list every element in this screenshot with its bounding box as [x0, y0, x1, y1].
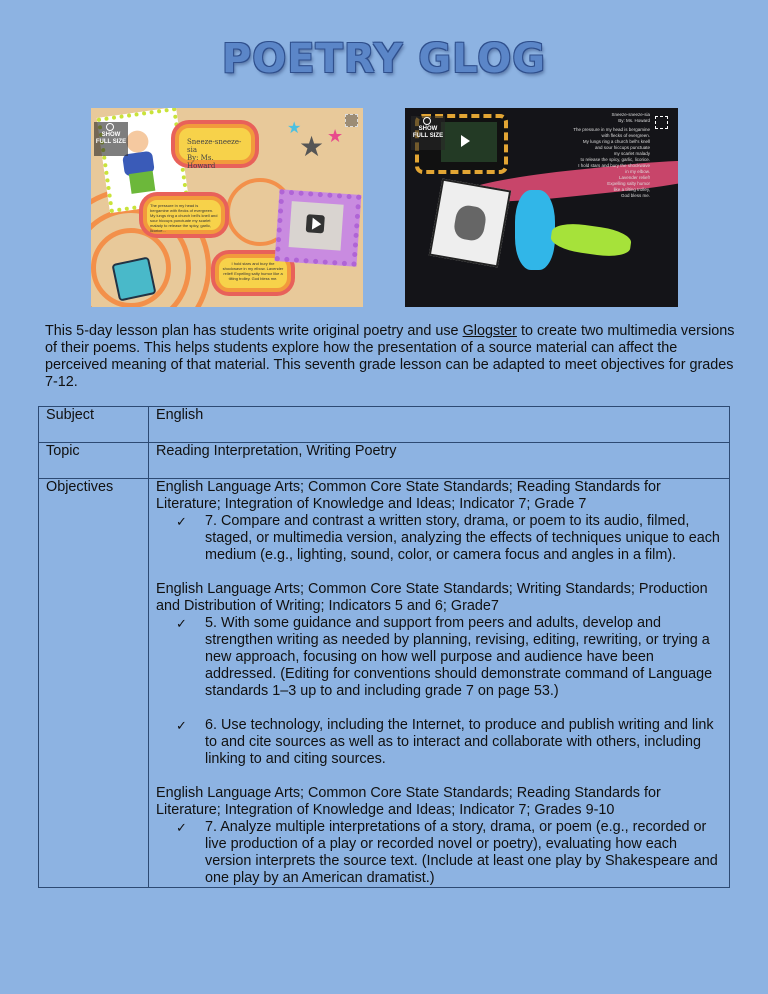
poem-text: [530, 112, 650, 199]
table-row-topic: [39, 443, 730, 479]
lesson-table: [38, 406, 730, 888]
objective-text: 7. Compare and contrast a written story, drama, or poem to its audio, filmed, staged, or multimedia version, analyzing the effects of techniques unique to each medium (e.g., lighting, sound, color, or camera focus and angles in a film).: [205, 513, 720, 563]
table-row-subject: [39, 407, 730, 443]
standard-heading: English Language Arts; Common Core State Standards; Reading Standards for Literature; Integration of Knowledge and Ideas; Indicator 7; Grades 9-10: [156, 785, 661, 818]
bug-icon: [111, 256, 156, 301]
poem-title: Sneeze-sneeze-sia: [187, 138, 242, 154]
objective-list: [156, 615, 722, 768]
objective-item: [176, 615, 722, 700]
poem-line: God bless me.: [620, 193, 650, 198]
standard-group: [156, 479, 722, 564]
magnifier-icon: [106, 123, 114, 131]
poem-line: The pressure in my head is bergamine: [573, 127, 650, 132]
intro-text: This 5-day lesson plan has students write original poetry and use: [45, 323, 463, 339]
stanza-bubble-1: [143, 196, 225, 234]
objective-text: 5. With some guidance and support from peers and adults, develop and strengthen writing as needed by planning, revising, editing, rewriting, or trying a new approach, focusing on how well purpose and audience have been addressed. (Editing for conventions should demonstrate command of Language standards 1–3 up to and including grade 7 on page 53.): [205, 615, 713, 699]
green-flourish: [549, 221, 632, 260]
checkmark-icon: ✓: [176, 718, 187, 733]
stanza-1: The pressure in my head is bergamine with flecks of evergreen. My lungs ring a church bell's knell and sour hiccups punctuate my scarlet malady to release the spicy, garlic, licorice...: [150, 203, 218, 233]
poem-line: I hold stars and bury the shockwave: [578, 163, 650, 168]
standard-group: [156, 581, 722, 768]
objective-text: 7. Analyze multiple interpretations of a story, drama, or poem (e.g., recorded or live production of a play or recorded novel or poetry), evaluating how each version interprets the source text. (Include at least one play by Shakespeare and one play by an American dramatist.): [205, 819, 718, 886]
poem-title-bubble: [175, 124, 255, 170]
glogster-link[interactable]: Glogster: [462, 323, 517, 339]
poem-line: to release the spicy, garlic, licorice.: [580, 157, 650, 162]
play-icon[interactable]: [461, 135, 470, 147]
poem-author: By: Ms. Howard: [618, 118, 650, 123]
checkmark-icon: ✓: [176, 616, 187, 631]
checkmark-icon: ✓: [176, 514, 187, 529]
play-icon[interactable]: [312, 218, 322, 231]
topic-value: Reading Interpretation, Writing Poetry: [149, 443, 730, 479]
star-icon: ★: [287, 120, 302, 137]
poem-line: like a tilting trolley,: [613, 187, 650, 192]
objective-list: [156, 513, 722, 564]
standard-group: [156, 785, 722, 887]
show-full-size-button[interactable]: [411, 116, 445, 150]
intro-text: to create two multimedia versions of their poems. This helps students explore how the presentation of a source material can affect the perceived meaning of that material. This seventh grade lesson can be adapted to meet objectives for grades 7-12.: [45, 323, 735, 390]
blue-flourish: [515, 190, 555, 270]
objective-item: [176, 717, 722, 768]
subject-value: English: [149, 407, 730, 443]
poem-line: and sour hiccups punctuate: [594, 145, 650, 150]
intro-paragraph: [45, 323, 735, 391]
star-icon: ★: [327, 126, 344, 146]
checkmark-icon: ✓: [176, 820, 187, 835]
poem-line: with flecks of evergreen.: [601, 133, 650, 138]
poem-title: Sneeze-sneeze-sia: [611, 112, 650, 117]
table-row-objectives: [39, 479, 730, 888]
star-icon: ★: [299, 131, 325, 162]
stanza-2: I hold stars and bury the shockwave in my elbow. Lavender relief! Expelling salty humor like a tilting trolley. God bless me.: [222, 261, 284, 281]
topic-label: Topic: [39, 443, 149, 479]
poem-line: my scarlet malady: [613, 151, 650, 156]
subject-label: Subject: [39, 407, 149, 443]
dark-glog-image[interactable]: [405, 108, 678, 307]
poem-line: My lungs ring a church bell's knell: [582, 139, 650, 144]
magnifier-icon: [423, 117, 431, 125]
show-full-size-label: SHOW FULL SIZE: [95, 132, 127, 145]
fullscreen-icon[interactable]: [345, 114, 358, 127]
standard-heading: English Language Arts; Common Core State Standards; Writing Standards; Production and Distribution of Writing; Indicators 5 and 6; Grade7: [156, 581, 708, 614]
poem-author: By: Ms. Howard: [187, 154, 216, 170]
objectives-label: Objectives: [39, 479, 149, 888]
show-full-size-label: SHOW FULL SIZE: [412, 126, 444, 139]
objective-item: [176, 819, 722, 887]
video-frame[interactable]: [275, 189, 362, 267]
objective-list: [156, 819, 722, 887]
objectives-value: [149, 479, 730, 888]
poem-line: Lavender relief!: [618, 175, 650, 180]
objective-text: 6. Use technology, including the Internet, to produce and publish writing and link to and cite sources as well as to interact and collaborate with others, including linking to and citing sources.: [205, 717, 714, 767]
standard-heading: English Language Arts; Common Core State Standards; Reading Standards for Literature; Integration of Knowledge and Ideas; Indicator 7; Grade 7: [156, 479, 661, 512]
poem-line: in my elbow.: [625, 169, 650, 174]
objective-item: [176, 513, 722, 564]
page-title: POETRY GLOG: [221, 36, 547, 82]
fullscreen-icon[interactable]: [655, 116, 668, 129]
show-full-size-button[interactable]: [94, 122, 128, 156]
poem-line: Expelling salty humor: [607, 181, 650, 186]
sketch-image: [429, 179, 511, 268]
bright-glog-image[interactable]: [91, 108, 363, 307]
